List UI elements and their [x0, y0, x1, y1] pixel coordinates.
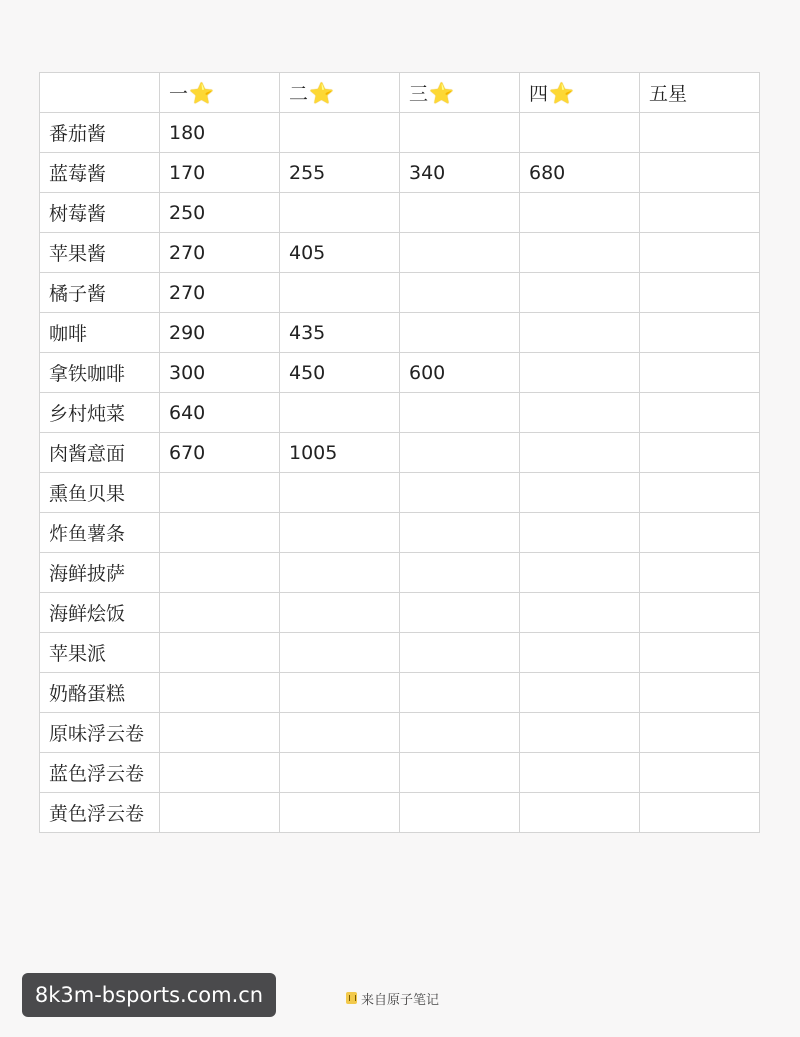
table-cell [160, 753, 280, 793]
table-row [40, 793, 760, 833]
table-cell [520, 673, 640, 713]
table-cell: 450 [280, 353, 400, 393]
table-row [40, 273, 760, 313]
table-header-row [40, 73, 760, 113]
row-label: 肉酱意面 [40, 433, 160, 473]
table-cell [400, 113, 520, 153]
column-header-label: 五星 [649, 83, 688, 105]
table-cell [520, 553, 640, 593]
table-cell [280, 593, 400, 633]
table-cell [280, 273, 400, 313]
row-label: 苹果派 [40, 633, 160, 673]
star-icon: ⭐ [189, 81, 214, 105]
table-cell [400, 273, 520, 313]
table-cell [160, 513, 280, 553]
table-cell [520, 193, 640, 233]
table-cell [160, 553, 280, 593]
table-cell: 435 [280, 313, 400, 353]
column-header-label: 三 [409, 83, 429, 105]
source-attribution [346, 988, 439, 1008]
table-cell [400, 193, 520, 233]
column-header [400, 73, 520, 113]
table-cell [520, 713, 640, 753]
column-header [40, 73, 160, 113]
row-label: 番茄酱 [40, 113, 160, 153]
table-cell [280, 553, 400, 593]
table-cell [400, 673, 520, 713]
table-cell [640, 753, 760, 793]
table-cell [640, 553, 760, 593]
table-cell [280, 753, 400, 793]
column-header [160, 73, 280, 113]
star-icon: ⭐ [549, 81, 574, 105]
column-header [280, 73, 400, 113]
table-cell [280, 793, 400, 833]
table-cell [400, 473, 520, 513]
table-cell [640, 273, 760, 313]
table-cell [520, 313, 640, 353]
table-cell: 670 [160, 433, 280, 473]
table-cell [160, 673, 280, 713]
table-cell [520, 593, 640, 633]
table-cell: 405 [280, 233, 400, 273]
note-app-icon [346, 992, 357, 1004]
table-cell [280, 673, 400, 713]
table-cell: 1005 [280, 433, 400, 473]
table-cell [400, 233, 520, 273]
table-cell [400, 713, 520, 753]
table-row [40, 113, 760, 153]
table-cell: 340 [400, 153, 520, 193]
table-cell [160, 713, 280, 753]
column-header-label: 二 [289, 83, 309, 105]
row-label: 乡村炖菜 [40, 393, 160, 433]
row-label: 蓝莓酱 [40, 153, 160, 193]
row-label: 树莓酱 [40, 193, 160, 233]
table-cell [640, 673, 760, 713]
table-cell [400, 313, 520, 353]
table-cell [280, 193, 400, 233]
table-cell: 255 [280, 153, 400, 193]
table-cell [640, 353, 760, 393]
row-label: 熏鱼贝果 [40, 473, 160, 513]
table-cell: 680 [520, 153, 640, 193]
table-cell [520, 353, 640, 393]
table-cell [640, 193, 760, 233]
table-cell: 290 [160, 313, 280, 353]
row-label: 咖啡 [40, 313, 160, 353]
row-label: 拿铁咖啡 [40, 353, 160, 393]
table-row [40, 553, 760, 593]
table-row [40, 433, 760, 473]
table-cell [640, 593, 760, 633]
table-cell [400, 433, 520, 473]
table-row [40, 313, 760, 353]
table-cell [400, 393, 520, 433]
row-label: 黄色浮云卷 [40, 793, 160, 833]
table-cell [520, 473, 640, 513]
table-cell [520, 433, 640, 473]
table-cell [640, 433, 760, 473]
table-cell: 250 [160, 193, 280, 233]
row-label: 蓝色浮云卷 [40, 753, 160, 793]
table-cell [280, 633, 400, 673]
table-cell [160, 473, 280, 513]
column-header-label: 一 [169, 83, 189, 105]
table-cell [520, 233, 640, 273]
table-row [40, 753, 760, 793]
table-body [40, 113, 760, 833]
table-row [40, 673, 760, 713]
table-cell [400, 553, 520, 593]
star-icon: ⭐ [309, 81, 334, 105]
table-cell [520, 113, 640, 153]
table-cell [520, 513, 640, 553]
table-cell [280, 713, 400, 753]
table-cell: 300 [160, 353, 280, 393]
table-cell: 270 [160, 233, 280, 273]
table-cell [520, 753, 640, 793]
table-cell [640, 113, 760, 153]
table-cell [280, 393, 400, 433]
table-cell [520, 633, 640, 673]
table-cell: 180 [160, 113, 280, 153]
table-cell [520, 273, 640, 313]
row-label: 奶酪蛋糕 [40, 673, 160, 713]
column-header-label: 四 [529, 83, 549, 105]
table-cell [400, 593, 520, 633]
table-cell [520, 393, 640, 433]
source-label: 来自原子笔记 [361, 992, 440, 1008]
table-cell [400, 513, 520, 553]
table-cell [160, 793, 280, 833]
table-cell [640, 713, 760, 753]
table-cell [280, 113, 400, 153]
table-row [40, 393, 760, 433]
table-row [40, 593, 760, 633]
table-cell [640, 633, 760, 673]
table-cell [640, 513, 760, 553]
watermark-badge: 8k3m-bsports.com.cn [22, 973, 276, 1017]
table-cell [640, 793, 760, 833]
table-cell: 270 [160, 273, 280, 313]
row-label: 海鲜烩饭 [40, 593, 160, 633]
table-cell [520, 793, 640, 833]
row-label: 海鲜披萨 [40, 553, 160, 593]
table-row [40, 473, 760, 513]
row-label: 炸鱼薯条 [40, 513, 160, 553]
table-row [40, 513, 760, 553]
table-cell [400, 633, 520, 673]
table-cell [160, 633, 280, 673]
table-cell [400, 753, 520, 793]
table-cell: 170 [160, 153, 280, 193]
table-row [40, 633, 760, 673]
table-cell [160, 593, 280, 633]
table-row [40, 193, 760, 233]
table-cell [400, 793, 520, 833]
table-row [40, 353, 760, 393]
table-cell: 600 [400, 353, 520, 393]
table-row [40, 233, 760, 273]
table-cell [640, 313, 760, 353]
table-cell: 640 [160, 393, 280, 433]
table-row [40, 153, 760, 193]
star-icon: ⭐ [429, 81, 454, 105]
table-cell [640, 153, 760, 193]
table-cell [280, 473, 400, 513]
column-header [640, 73, 760, 113]
row-label: 橘子酱 [40, 273, 160, 313]
table-cell [640, 393, 760, 433]
table-cell [640, 233, 760, 273]
row-label: 苹果酱 [40, 233, 160, 273]
row-label: 原味浮云卷 [40, 713, 160, 753]
column-header [520, 73, 640, 113]
table-cell [280, 513, 400, 553]
table-row [40, 713, 760, 753]
price-table [39, 72, 760, 833]
table-cell [640, 473, 760, 513]
